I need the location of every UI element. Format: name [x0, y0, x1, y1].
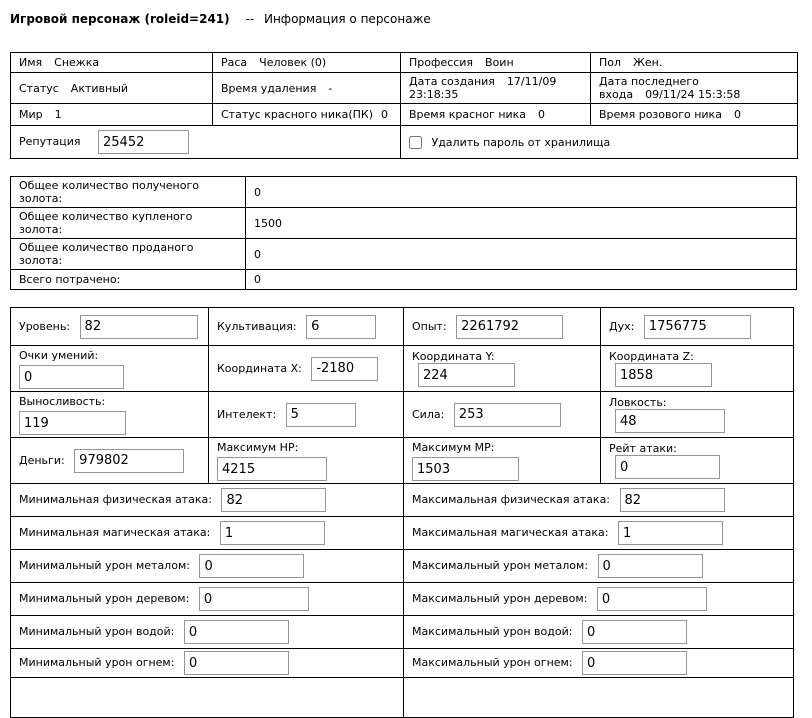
- gender-value: Жен.: [633, 56, 663, 69]
- gold-spent-label: Всего потрачено:: [19, 273, 121, 286]
- gold-spent-label-cell: [11, 270, 246, 290]
- stats-table: [10, 307, 794, 718]
- attack-rate-input[interactable]: [615, 455, 720, 479]
- level-cell: [11, 308, 209, 346]
- exp-input[interactable]: [456, 315, 563, 339]
- skill-points-cell: [11, 346, 209, 392]
- max-wood-damage-input[interactable]: [597, 587, 707, 611]
- vitality-input[interactable]: [19, 411, 126, 435]
- intellect-cell: [209, 392, 404, 438]
- min-metal-damage-label: Минимальный урон металом:: [19, 559, 190, 572]
- page-title: [10, 12, 812, 26]
- coord-z-label: Координата Z:: [609, 350, 694, 363]
- reputation-input[interactable]: [98, 130, 189, 154]
- min-fire-damage-label: Минимальный урон огнем:: [19, 656, 175, 669]
- money-label: Деньги:: [19, 453, 65, 467]
- min-water-damage-input[interactable]: [184, 620, 289, 644]
- page-title-subtitle: Информация о персонаже: [263, 12, 431, 26]
- min-magic-attack-label: Минимальная магическая атака:: [19, 526, 211, 539]
- max-metal-damage-input[interactable]: [598, 554, 703, 578]
- gold-summary-table: [10, 176, 797, 290]
- table-row: [11, 177, 797, 208]
- gold-bought-label-cell: [11, 208, 246, 239]
- skill-points-input[interactable]: [19, 365, 124, 389]
- gold-received-label: Общее количество полученого золота:: [19, 179, 199, 205]
- money-cell: [11, 438, 209, 484]
- table-row: [11, 616, 794, 649]
- red-time-value: 0: [538, 108, 546, 121]
- exp-label: Опыт:: [412, 319, 447, 333]
- gold-sold-label: Общее количество проданого золота:: [19, 241, 194, 267]
- max-water-damage-cell: [404, 616, 794, 649]
- pk-status-cell: [213, 104, 401, 126]
- clipped-cell: [11, 678, 404, 718]
- strength-cell: [404, 392, 601, 438]
- status-value: Активный: [70, 81, 129, 95]
- max-phys-attack-label: Максимальная физическая атака:: [412, 493, 611, 506]
- table-row: [11, 649, 794, 678]
- strength-input[interactable]: [454, 403, 561, 427]
- max-metal-damage-label: Максимальный урон металом:: [412, 559, 589, 572]
- skill-points-label: Очки умений:: [19, 349, 99, 362]
- table-row: [11, 270, 797, 290]
- attack-rate-cell: [601, 438, 794, 484]
- vitality-cell: [11, 392, 209, 438]
- last-login-value: 09/11/24 15:3:58: [645, 88, 741, 101]
- delete-time-cell: [213, 73, 401, 104]
- name-label: Имя: [19, 56, 43, 69]
- table-row: [11, 517, 794, 550]
- max-fire-damage-label: Максимальный урон огнем:: [412, 656, 573, 669]
- gold-sold-label-cell: [11, 239, 246, 270]
- name-value: Снежка: [54, 56, 100, 69]
- level-input[interactable]: [80, 315, 198, 339]
- last-login-label: Дата последнего входа: [599, 75, 699, 101]
- min-magic-attack-input[interactable]: [220, 521, 325, 545]
- coord-y-input[interactable]: [418, 363, 515, 387]
- race-cell: [213, 53, 401, 73]
- min-phys-attack-label: Минимальная физическая атака:: [19, 493, 212, 506]
- pink-time-cell: [591, 104, 798, 126]
- character-info-table: [10, 52, 798, 159]
- min-water-damage-cell: [11, 616, 404, 649]
- table-row: [11, 239, 797, 270]
- red-time-cell: [401, 104, 591, 126]
- dexterity-label: Ловкость:: [609, 396, 667, 409]
- pk-status-value: 0: [381, 108, 389, 121]
- max-hp-input[interactable]: [217, 457, 327, 481]
- coord-y-cell: [404, 346, 601, 392]
- page-title-separator: --: [245, 12, 255, 26]
- gender-label: Пол: [599, 56, 622, 69]
- max-water-damage-label: Максимальный урон водой:: [412, 625, 573, 638]
- gender-cell: [591, 53, 798, 73]
- min-wood-damage-cell: [11, 583, 404, 616]
- max-phys-attack-input[interactable]: [620, 488, 725, 512]
- coord-x-input[interactable]: [311, 357, 378, 381]
- strength-label: Сила:: [412, 407, 445, 421]
- profession-label: Профессия: [409, 56, 474, 69]
- min-phys-attack-input[interactable]: [221, 488, 326, 512]
- race-label: Раса: [221, 56, 248, 69]
- max-hp-label: Максимум HP:: [217, 441, 299, 454]
- cultivation-input[interactable]: [306, 315, 376, 339]
- coord-z-cell: [601, 346, 794, 392]
- coord-x-label: Координата X:: [217, 361, 302, 375]
- page-title-main: Игровой персонаж (roleid=241): [10, 12, 230, 26]
- cultivation-label: Культивация:: [217, 319, 297, 333]
- pink-time-value: 0: [733, 108, 741, 121]
- profession-cell: [401, 53, 591, 73]
- table-row: [11, 208, 797, 239]
- max-fire-damage-input[interactable]: [582, 651, 687, 675]
- vitality-label: Выносливость:: [19, 395, 106, 408]
- world-label: Мир: [19, 108, 43, 121]
- max-metal-damage-cell: [404, 550, 794, 583]
- coord-x-cell: [209, 346, 404, 392]
- gold-received-value: 0: [246, 177, 797, 208]
- max-water-damage-input[interactable]: [582, 620, 687, 644]
- spirit-cell: [601, 308, 794, 346]
- max-mp-label: Максимум MP:: [412, 441, 495, 454]
- status-label: Статус: [19, 81, 59, 95]
- money-input[interactable]: [74, 449, 184, 473]
- coord-z-input[interactable]: [615, 363, 712, 387]
- race-value: Человек (0): [259, 56, 327, 69]
- status-cell: [11, 73, 213, 104]
- min-water-damage-label: Минимальный урон водой:: [19, 625, 175, 638]
- table-row: [11, 346, 794, 392]
- min-metal-damage-input[interactable]: [199, 554, 304, 578]
- min-phys-attack-cell: [11, 484, 404, 517]
- delete-storage-password-checkbox[interactable]: [409, 136, 422, 149]
- max-phys-attack-cell: [404, 484, 794, 517]
- reputation-label: Репутация: [19, 135, 81, 148]
- dexterity-cell: [601, 392, 794, 438]
- gold-sold-value: 0: [246, 239, 797, 270]
- profession-value: Воин: [485, 56, 514, 69]
- pk-status-label: Статус красного ника(ПК): [221, 108, 374, 121]
- created-label: Дата создания: [409, 75, 495, 88]
- dexterity-input[interactable]: [615, 409, 725, 433]
- max-hp-cell: [209, 438, 404, 484]
- exp-cell: [404, 308, 601, 346]
- table-row: [11, 392, 794, 438]
- world-value: 1: [54, 108, 62, 121]
- table-row-partial: [11, 678, 794, 718]
- table-row: [11, 550, 794, 583]
- gold-bought-label: Общее количество купленого золота:: [19, 210, 193, 236]
- created-value: 17/11/09 23:18:35: [409, 75, 557, 101]
- min-magic-attack-cell: [11, 517, 404, 550]
- cultivation-cell: [209, 308, 404, 346]
- table-row: [11, 104, 798, 126]
- max-wood-damage-cell: [404, 583, 794, 616]
- intellect-label: Интелект:: [217, 407, 277, 421]
- max-magic-attack-label: Максимальная магическая атака:: [412, 526, 609, 539]
- pink-time-label: Время розового ника: [599, 108, 722, 121]
- spirit-input[interactable]: [644, 315, 751, 339]
- spirit-label: Дух:: [609, 319, 635, 333]
- table-row: [11, 73, 798, 104]
- max-fire-damage-cell: [404, 649, 794, 678]
- level-label: Уровень:: [19, 319, 71, 333]
- world-cell: [11, 104, 213, 126]
- reputation-cell: [11, 126, 401, 159]
- table-row: [11, 438, 794, 484]
- created-cell: [401, 73, 591, 104]
- min-fire-damage-input[interactable]: [184, 651, 289, 675]
- gold-bought-value: 1500: [246, 208, 797, 239]
- max-magic-attack-input[interactable]: [618, 521, 723, 545]
- table-row: [11, 126, 798, 159]
- red-time-label: Время красног ника: [409, 108, 527, 121]
- min-wood-damage-label: Минимальный урон деревом:: [19, 592, 190, 605]
- min-metal-damage-cell: [11, 550, 404, 583]
- table-row: [11, 583, 794, 616]
- attack-rate-label: Рейт атаки:: [609, 442, 677, 455]
- max-magic-attack-cell: [404, 517, 794, 550]
- delete-storage-password-label: Удалить пароль от хранилища: [431, 135, 611, 149]
- clipped-cell: [404, 678, 794, 718]
- min-wood-damage-input[interactable]: [199, 587, 309, 611]
- table-row: [11, 308, 794, 346]
- last-login-cell: [591, 73, 798, 104]
- table-row: [11, 484, 794, 517]
- intellect-input[interactable]: [286, 403, 356, 427]
- gold-received-label-cell: [11, 177, 246, 208]
- coord-y-label: Координата Y:: [412, 350, 495, 363]
- delete-time-value: -: [328, 81, 333, 95]
- min-fire-damage-cell: [11, 649, 404, 678]
- name-cell: [11, 53, 213, 73]
- delete-time-label: Время удаления: [221, 81, 317, 95]
- table-row: [11, 53, 798, 73]
- max-mp-input[interactable]: [412, 457, 519, 481]
- storage-password-cell: [401, 126, 798, 159]
- max-wood-damage-label: Максимальный урон деревом:: [412, 592, 588, 605]
- gold-spent-value: 0: [246, 270, 797, 290]
- max-mp-cell: [404, 438, 601, 484]
